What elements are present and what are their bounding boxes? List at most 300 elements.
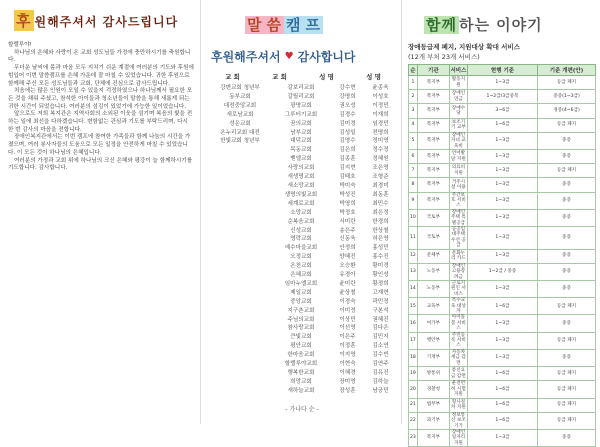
donor-cell: 벧엘교회 — [290, 156, 312, 163]
donor-cell: 새소망교회 — [287, 182, 315, 189]
services-subtitle: (12개 부처 23개 서비스) — [408, 53, 480, 61]
service-cell: 등급 폐지 — [538, 298, 596, 315]
service-row — [409, 76, 596, 90]
thanks-title — [211, 48, 395, 65]
service-cell: 복지부 — [417, 76, 449, 90]
service-row — [409, 281, 596, 298]
donor-cell: 생명의빛교회 — [284, 191, 318, 198]
header-cell: 성 명 — [366, 73, 381, 81]
service-cell: 복지부 — [417, 149, 449, 163]
donor-cell: 임경민 — [372, 120, 389, 127]
donor-cell: 대전중앙교회 — [223, 102, 257, 109]
donor-cell: 최경미 — [372, 182, 389, 189]
service-cell: 2 — [409, 90, 418, 104]
services-title: 장애등급제 폐지, 지원대상 확대 서비스 — [408, 43, 520, 51]
service-cell: 10 — [409, 209, 418, 226]
donor-row — [209, 191, 397, 200]
service-row — [409, 209, 596, 226]
salutation: 할렐루야! — [8, 42, 32, 48]
banner-part: 캠 — [286, 16, 302, 34]
donor-row — [209, 129, 397, 138]
service-cell: 교육부 — [417, 298, 449, 315]
letter-paragraph: 하나님의 은혜와 사랑이 온 교회 성도님들 가정에 충만하시기를 축원합니다. — [8, 49, 191, 64]
service-cell: 기재부 — [417, 349, 449, 366]
donor-cell — [209, 351, 271, 360]
donor-cell: 조형준 — [372, 174, 389, 181]
service-cell: 22 — [409, 412, 418, 429]
services-table — [408, 64, 596, 447]
service-cell: 중증 — [538, 263, 596, 280]
donor-cell: 오승환 — [339, 263, 356, 270]
donor-row — [209, 137, 397, 146]
service-row — [409, 412, 596, 429]
service-cell: 의료비 지원 — [449, 164, 467, 178]
service-cell: 등급 폐지 — [538, 118, 596, 132]
service-cell: 보조기기 교부 — [449, 118, 467, 132]
donor-cell: 박영희 — [339, 200, 356, 207]
camp-banner — [245, 14, 323, 35]
donor-cell — [209, 182, 271, 191]
thanks-title-part2: 감사합니다 — [297, 50, 356, 64]
thanks-title-part1: 후원해주셔서 — [211, 50, 281, 64]
service-cell: 1~3급 — [468, 192, 538, 209]
donor-cell: 예수마을교회 — [284, 245, 318, 252]
donor-row — [209, 271, 397, 280]
donor-row — [209, 173, 397, 182]
service-cell: 복지부 — [417, 118, 449, 132]
service-cell: 중증 — [538, 349, 596, 366]
donor-row — [209, 235, 397, 244]
banner-part: 말 — [247, 16, 263, 34]
donor-cell — [209, 146, 271, 155]
donor-cell: 황인성 — [372, 272, 389, 279]
donor-cell: 권혜진 — [372, 316, 389, 323]
service-cell: 중증 — [538, 149, 596, 163]
donor-cell: 오정교회 — [290, 254, 312, 261]
donor-cell: 고재현 — [372, 289, 389, 296]
banner-title: 원해주셔서 감사드립니다 — [34, 15, 179, 29]
donor-cell — [209, 235, 271, 244]
donor-row — [209, 333, 397, 342]
donor-cell: 전명희 — [372, 129, 389, 136]
header-cell: 교 회 — [225, 73, 240, 81]
donor-cell: 희망교회 — [290, 378, 312, 385]
service-cell: 14 — [409, 281, 418, 298]
donor-table-header — [209, 72, 397, 81]
service-cell: 공공임대주택 우선 공급 — [451, 226, 466, 249]
donor-row — [209, 182, 397, 191]
donor-cell: 이정훈 — [339, 343, 356, 350]
service-cell: 1~6급 — [468, 381, 538, 398]
service-cell: 1~2급 / 중증 — [468, 263, 538, 280]
service-cell: 4 — [409, 118, 418, 132]
service-cell: 중증 — [538, 429, 596, 446]
service-cell: 1~3급 — [468, 209, 538, 226]
donor-cell: 이혜경 — [339, 370, 356, 376]
service-cell: 장애인 고용장려금 — [449, 263, 467, 280]
donor-row — [209, 307, 397, 316]
donor-cell: 소망교회 — [290, 209, 312, 216]
service-cell: 등급 폐지 — [538, 76, 596, 90]
donor-row — [209, 93, 397, 102]
service-cell: 거주시설 이용 — [449, 178, 467, 192]
donor-cell: 은혜교회 — [290, 272, 312, 279]
service-cell: 국토부 — [417, 226, 449, 249]
service-cell: 문체부 — [417, 249, 449, 263]
donor-cell: 동부교회 — [229, 93, 251, 100]
services-body — [409, 76, 596, 447]
donor-cell: 김경수 — [339, 111, 356, 118]
donor-list — [209, 84, 397, 396]
donor-cell: 박정호 — [339, 209, 356, 216]
letter-paragraph: 처음에는 많은 인원이 모일 수 있을지 걱정하였으나 하나님께서 필요한 모든 것을 채워 주셨고, 참석한 아이들과 청소년들이 말씀을 통해 새롭게 되는 귀한 시간이 되었습니다. 여러분의 섬김이 있었기에 가능한 일이었습니다. — [8, 88, 193, 110]
donor-cell: 정혜원 — [372, 156, 389, 163]
donor-row — [209, 342, 397, 351]
donor-cell: 최은정 — [372, 209, 389, 216]
donor-row — [209, 280, 397, 289]
service-cell: 중증 — [538, 178, 596, 192]
donor-cell — [209, 253, 271, 262]
donor-cell: 이미정 — [339, 307, 356, 314]
donor-cell — [209, 280, 271, 289]
header-cell: 현행 기준 — [468, 65, 538, 76]
service-row — [409, 381, 596, 398]
service-cell: 16 — [409, 315, 418, 332]
service-row — [409, 249, 596, 263]
service-cell: 등급 폐지 — [538, 381, 596, 398]
donor-cell: 남부교회 — [290, 129, 312, 136]
donor-cell: 김하늘 — [372, 378, 389, 385]
donor-cell: 남궁민 — [372, 387, 389, 394]
donor-cell: 할렐루야교회 — [284, 361, 318, 368]
service-cell: 장애수당 — [449, 104, 467, 118]
donor-cell — [209, 218, 271, 227]
service-cell: 12 — [409, 249, 418, 263]
donor-cell: 조은영 — [372, 165, 389, 172]
donor-cell — [209, 271, 271, 280]
donor-cell — [209, 191, 271, 200]
donor-cell: 광명교회 — [290, 102, 312, 109]
service-cell: 8 — [409, 178, 418, 192]
donor-cell: 유경아 — [339, 272, 356, 279]
service-cell: 형사절차 지원 — [449, 398, 467, 412]
service-cell: 중증 — [538, 249, 596, 263]
letter-paragraph: 앞으로도 저희 복지관은 지역사회의 소외된 이웃을 섬기며 복음의 빛을 전하는 일에 최선을 다하겠습니다. 변함없는 관심과 기도를 부탁드리며, 다시 한 번 감사의 마음을 전합니다. — [8, 111, 193, 133]
service-cell: 중증 — [538, 315, 596, 332]
letter-banner — [14, 10, 178, 31]
donor-cell: 평안교회 — [290, 343, 312, 350]
donor-cell: 온천교회 — [290, 263, 312, 270]
service-cell: 아이돌봄 서비스 — [451, 315, 466, 332]
donor-cell — [209, 342, 271, 351]
service-cell: 1 — [409, 76, 418, 90]
donor-cell — [209, 378, 271, 387]
service-cell: 1~3급 — [468, 349, 538, 366]
donor-cell — [209, 200, 271, 209]
donor-cell — [209, 227, 271, 236]
donor-cell: 이선영 — [339, 325, 356, 332]
services-column — [402, 0, 600, 446]
donor-cell: 김유진 — [372, 370, 389, 376]
service-cell: 1~3급 — [468, 281, 538, 298]
donor-cell — [209, 316, 271, 325]
donor-cell: 제일교회 — [290, 289, 312, 296]
donor-cell — [209, 369, 271, 378]
donor-row — [209, 351, 397, 360]
service-row — [409, 398, 596, 412]
donor-cell: 이경숙 — [339, 298, 356, 305]
donor-cell: 대덕교회 — [290, 138, 312, 145]
donor-cell: 새하늘교회 — [287, 387, 315, 394]
donor-cell: 홍수진 — [372, 254, 389, 261]
service-cell: 23 — [409, 429, 418, 446]
service-row — [409, 192, 596, 209]
service-cell: 등급 폐지 — [538, 367, 596, 381]
donor-cell — [209, 387, 271, 396]
donor-cell: 갈릴리교회 — [287, 93, 315, 100]
donor-row — [209, 164, 397, 173]
donor-cell: 김수빈 — [372, 352, 389, 359]
donor-row — [209, 84, 397, 93]
service-row — [409, 429, 596, 446]
letter-body — [8, 42, 194, 173]
service-row — [409, 90, 596, 104]
service-cell: 복지부 — [417, 429, 449, 446]
donor-cell: 이재희 — [372, 111, 389, 118]
donor-row — [209, 244, 397, 253]
donor-cell: 영락교회 — [290, 236, 312, 243]
thanks-column — [200, 0, 402, 424]
donor-cell: 행복한교회 — [287, 370, 315, 376]
donor-cell: 김영수 — [339, 138, 356, 145]
service-cell: 등급 폐지 — [538, 164, 596, 178]
service-row — [409, 118, 596, 132]
donor-cell: 새로남교회 — [226, 111, 254, 118]
donor-row — [209, 200, 397, 209]
service-cell: 자동차 세금 감면 — [451, 349, 466, 366]
donor-cell: 이은주 — [339, 334, 356, 341]
donor-cell: 김연주 — [372, 361, 389, 368]
donor-row — [209, 289, 397, 298]
donor-cell — [209, 164, 271, 173]
service-cell: 노동부 — [417, 263, 449, 280]
donor-cell — [209, 298, 271, 307]
service-cell: 등급 폐지 — [538, 332, 596, 349]
donor-cell: 윤미란 — [339, 280, 356, 287]
service-cell: 18 — [409, 349, 418, 366]
donor-cell: 양혜진 — [339, 254, 356, 261]
donor-cell: 강수현 — [339, 85, 356, 91]
donor-cell: 김미경 — [339, 120, 356, 127]
service-cell: 1~3급 — [468, 249, 538, 263]
donor-cell: 김지현 — [339, 165, 356, 172]
service-cell: 1~3급 — [468, 164, 538, 178]
service-cell: 1~6급 — [468, 118, 538, 132]
donor-cell — [209, 155, 271, 164]
donor-cell: 임마누엘교회 — [284, 280, 318, 287]
letter-paragraph: 장애인복지관에서는 이번 캠프에 참여한 가족들과 함께 나눔의 시간을 가졌으며, 여러 봉사자들의 도움으로 모든 일정을 안전하게 마칠 수 있었습니다. 이 모든 것이 하나님의 은혜입니다. — [8, 134, 191, 156]
donor-row — [209, 360, 397, 369]
service-cell: 복지부 — [417, 178, 449, 192]
donor-row — [209, 218, 397, 227]
donor-cell: 박미숙 — [339, 182, 356, 189]
stories-banner — [424, 14, 543, 35]
donor-cell: 이성호 — [372, 93, 389, 100]
service-row — [409, 104, 596, 118]
donor-cell: 참사랑교회 — [287, 325, 315, 332]
donor-cell: 황미경 — [372, 263, 389, 270]
donor-cell: 이지영 — [339, 352, 356, 359]
donor-cell: 새생명교회 — [287, 174, 315, 181]
service-cell: 여가부 — [417, 315, 449, 332]
donor-row — [209, 111, 397, 120]
donor-cell: 김소연 — [372, 343, 389, 350]
banner-cap-letter: 후 — [16, 12, 32, 30]
donor-cell: 황정희 — [372, 280, 389, 287]
service-cell: 문화누리 카드 — [449, 249, 467, 263]
service-cell: 1~3급 — [468, 429, 538, 446]
service-row — [409, 149, 596, 163]
banner-part: 씀 — [266, 16, 282, 34]
header-cell: 성 명 — [319, 73, 334, 81]
donor-cell — [209, 289, 271, 298]
donor-cell: 장성훈 — [339, 387, 356, 394]
service-cell: 노동부 — [417, 281, 449, 298]
donor-cell: 순복음교회 — [287, 218, 315, 225]
donor-cell — [209, 307, 271, 316]
donor-cell: 박성진 — [339, 191, 356, 198]
service-row — [409, 332, 596, 349]
service-cell: 1~6급 — [468, 412, 538, 429]
donor-row — [209, 378, 397, 387]
donor-row — [209, 298, 397, 307]
donor-cell — [209, 244, 271, 253]
donor-cell: 곽민정 — [372, 298, 389, 305]
service-cell: 복지부 — [417, 164, 449, 178]
service-cell: 1~3급 — [468, 178, 538, 192]
sort-note: - 가나다 순 - — [285, 406, 319, 413]
service-cell: 통신요금 감면 — [449, 367, 467, 381]
donor-cell: 큰빛교회 — [290, 334, 312, 341]
service-cell: 1~6급 — [468, 298, 538, 315]
service-cell: 장애인연금 — [449, 90, 467, 104]
service-cell: 1~3급 — [468, 315, 538, 332]
service-cell: 7 — [409, 164, 418, 178]
donor-cell: 세계로교회 — [287, 200, 315, 207]
header-cell: 기관 — [417, 65, 449, 76]
service-row — [409, 178, 596, 192]
letter-paragraph: 무더운 날씨에 몸과 마음 모두 지치기 쉬운 계절에 여러분의 기도와 후원에 힘입어 이번 말씀캠프를 은혜 가운데 잘 마칠 수 있었습니다. 귀한 후원으로 함께해 주신 모든 성도님들과 교회, 단체에 진심으로 감사드립니다. — [8, 65, 194, 87]
service-row — [409, 349, 596, 366]
service-cell: 중증 — [538, 132, 596, 149]
service-row — [409, 132, 596, 149]
donor-cell: 김다은 — [372, 325, 389, 332]
donor-cell — [209, 173, 271, 182]
service-cell: 중증 — [538, 281, 596, 298]
donor-cell: 서미란 — [339, 218, 356, 225]
donor-cell — [209, 333, 271, 342]
donor-cell: 홍성민 — [372, 245, 389, 252]
service-cell: 1~3급 — [468, 132, 538, 149]
service-cell: 3~6급 — [468, 104, 538, 118]
donor-cell: 장미영 — [339, 378, 356, 385]
service-cell: 19 — [409, 367, 418, 381]
banner-part: 함께 — [426, 16, 457, 34]
service-cell: 국토부 — [417, 209, 449, 226]
donor-cell: 갈보리교회 — [287, 85, 315, 91]
donor-cell: 중앙교회 — [290, 298, 312, 305]
donor-cell: 권오성 — [339, 102, 356, 109]
donor-row — [209, 324, 397, 333]
letter-column — [0, 0, 200, 424]
donor-cell: 정수정 — [372, 147, 389, 154]
services-header-row — [409, 65, 596, 76]
donor-cell: 최민수 — [372, 200, 389, 207]
donor-row — [209, 262, 397, 271]
service-cell: 주간보호 서비스 — [451, 192, 466, 209]
donor-row — [209, 102, 397, 111]
donor-cell: 그루터기교회 — [284, 111, 318, 118]
service-cell: 장애인 주택 특별공급 — [451, 209, 466, 226]
donor-cell: 송은주 — [339, 227, 356, 234]
service-row — [409, 263, 596, 280]
service-cell: 1~6급 — [468, 367, 538, 381]
service-cell: 21 — [409, 398, 418, 412]
header-cell: 기준 개편(안) — [538, 65, 596, 76]
service-cell: 복지부 — [417, 104, 449, 118]
service-cell: 1~6급 — [468, 398, 538, 412]
banner-part: 프 — [305, 16, 321, 34]
donor-cell: 목동교회 — [290, 147, 312, 154]
service-cell: 언어발달 지원 — [449, 149, 467, 163]
service-cell: 주민등록 서비스 — [451, 332, 466, 349]
service-cell: 1~2급/3급중복 — [468, 90, 538, 104]
header-cell: 교 회 — [272, 73, 287, 81]
donor-cell: 한마음교회 — [287, 352, 315, 359]
donor-cell: 이정민 — [372, 102, 389, 109]
service-cell: 5 — [409, 132, 418, 149]
service-cell: 1~3급 — [468, 149, 538, 163]
heart-icon: ♥ — [284, 51, 294, 62]
service-cell: 3 — [409, 104, 418, 118]
service-cell: 장애인 일자리 지원 — [449, 429, 467, 446]
donor-cell: 강명희 — [339, 93, 356, 100]
service-cell: 중증 — [538, 226, 596, 249]
service-cell: 1~3급 — [468, 76, 538, 90]
service-cell: 중증(1~3급) — [538, 90, 596, 104]
donor-cell: 지구촌교회 — [287, 307, 315, 314]
donor-row — [209, 253, 397, 262]
header-cell: 순 — [409, 65, 418, 76]
service-cell: 장애인 자녀 교육비 — [451, 132, 466, 149]
service-cell: 행안부 — [417, 332, 449, 349]
donor-cell: 성은교회 — [229, 120, 251, 127]
donor-cell: 신동욱 — [339, 236, 356, 243]
service-cell: 방통위 — [417, 367, 449, 381]
donor-row — [209, 227, 397, 236]
service-cell: 1~3급 — [468, 226, 538, 249]
donor-row — [209, 155, 397, 164]
donor-cell: 꿈의교회 — [290, 120, 312, 127]
service-cell: 법무부 — [417, 398, 449, 412]
donor-row — [209, 146, 397, 155]
service-cell: 복지부 — [417, 132, 449, 149]
service-cell: 정보통신 보조기기 — [451, 412, 466, 429]
service-cell: 6 — [409, 149, 418, 163]
service-cell: 경찰청 — [417, 381, 449, 398]
donor-cell — [209, 360, 271, 369]
donor-cell: 한빛교회 청년부 — [220, 138, 260, 145]
